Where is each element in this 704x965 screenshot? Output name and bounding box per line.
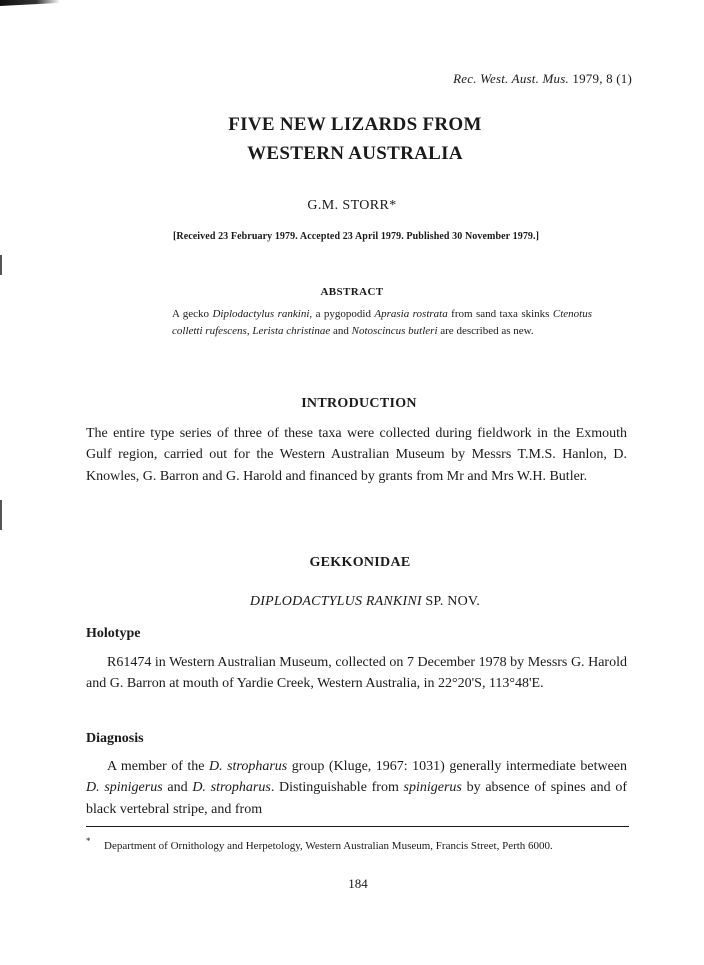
abstract-text [172,306,592,339]
title-line-2: WESTERN AUSTRALIA [247,143,463,164]
footnote-mark: * [86,836,91,846]
family-heading: GEKKONIDAE [309,555,411,570]
running-head [453,71,632,87]
species-suffix: SP. NOV. [421,594,481,609]
author: G.M. STORR* [307,198,397,213]
taxon-name: D. stropharus [192,780,271,796]
diagnosis-fragment: and [162,780,193,796]
page-number: 184 [348,876,368,891]
footnote-text: Department of Ornithology and Herpetology, Western Australian Museum, Francis Street, Perth 6000. [104,840,553,852]
taxon-name: Notoscincus butleri [351,324,438,337]
taxon-name: Aprasia rostrata [374,308,448,320]
received-dates: [Received 23 February 1979. Accepted 23 April 1979. Published 30 November 1979.] [172,231,540,242]
journal-volume: 1979, 8 (1) [572,71,632,86]
abstract-fragment: are described as new. [437,324,534,337]
abstract-fragment: , [246,324,253,337]
introduction-heading: INTRODUCTION [301,396,417,411]
diagnosis-heading: Diagnosis [86,731,144,746]
title-line-1: FIVE NEW LIZARDS FROM [228,114,482,135]
abstract-fragment: and [330,324,352,337]
footnote-rule [86,826,629,827]
scan-artifact-left [0,500,2,530]
diagnosis-text [86,756,627,820]
article-title [0,110,704,168]
scan-artifact-left [0,255,2,275]
abstract-heading: ABSTRACT [320,286,384,298]
taxon-name: Lerista christinae [252,324,331,337]
diagnosis-fragment: by absence of spines and of black vertebral stripe, and from [86,780,628,817]
abstract-fragment: , a pygopodid [309,308,375,320]
diagnosis-fragment: group (Kluge, 1967: 1031) generally intermediate between [287,759,628,774]
diagnosis-fragment: . Distinguishable from [270,780,404,796]
holotype-heading: Holotype [86,626,141,641]
taxon-name: Diplodactylus rankini [212,308,310,320]
abstract-fragment: A gecko [172,308,213,320]
taxon-name: Ctenotus colletti rufescens [172,308,592,337]
scan-artifact-top [0,0,60,6]
taxon-name: D. spinigerus [86,780,163,796]
abstract-fragment: from sand taxa skinks [447,308,553,320]
introduction-text: The entire type series of three of these taxa were collected during fieldwork in the Exmouth Gulf region, carried out for the Western Australian Museum by Messrs T.M.S. Hanlon, D. Knowles, G. Barron and G. Harold and financed by grants from Mr and Mrs W.H. Butler. [86,426,627,484]
taxon-name: spinigerus [403,780,462,796]
taxon-name: D. stropharus [208,759,288,774]
species-name: DIPLODACTYLUS RANKINI [249,594,422,609]
journal-name: Rec. West. Aust. Mus. [453,71,569,86]
diagnosis-fragment: A member of the [107,759,209,774]
species-title [0,594,704,610]
holotype-text: R61474 in Western Australian Museum, collected on 7 December 1978 by Messrs G. Harold and G. Barron at mouth of Yardie Creek, Western Australia, in 22°20'S, 113°48'E. [86,655,627,692]
